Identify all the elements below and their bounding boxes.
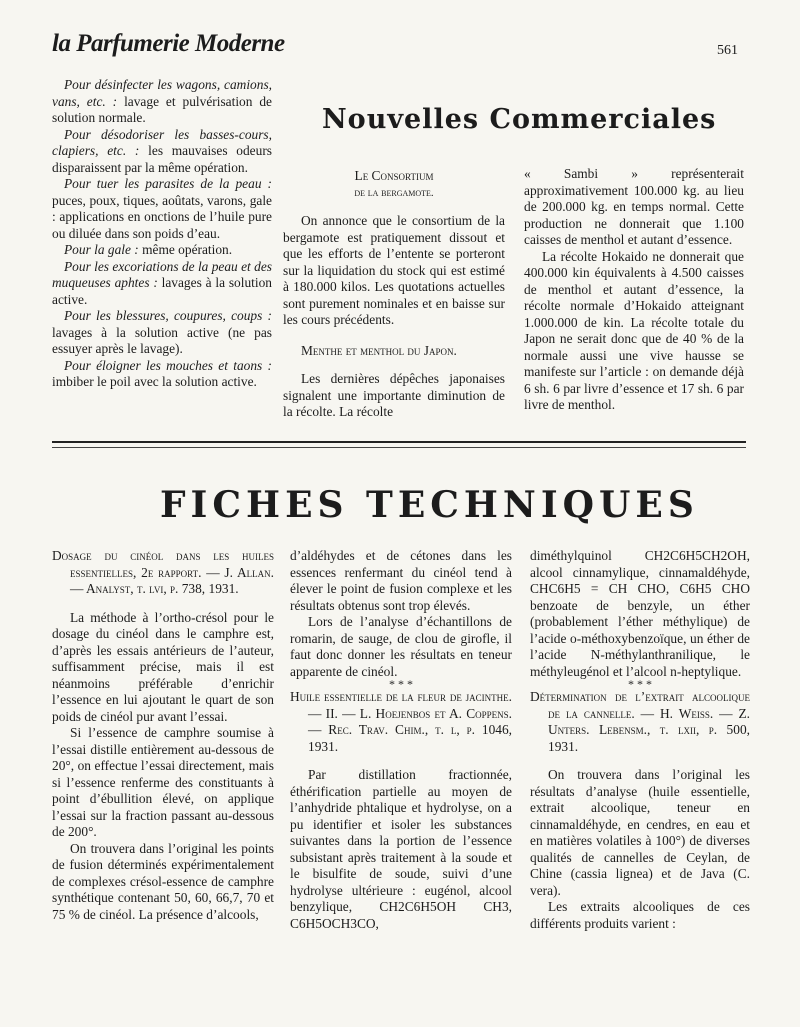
left-para-6: Pour les blessures, coupures, coups : lavages à la solution active (ne pas essuyer après le lavage). [52, 308, 272, 356]
nouvelles-col-1 [283, 168, 505, 421]
sambi-text: « Sambi » représenterait approximativement 100.000 kg. au lieu de 200.000 kg. en temps normal. Cette production ne donnerait que 1.100 caisses de menthol et autant d’essence. [524, 166, 744, 247]
cineol-para-3: On trouvera dans l’original les points de fusion déterminés expérimentalement de complexes crésol-essence de camphre synthétique contenant 50, 60, 66,7, 70 et 75 % de cinéol. La présence d’alcools, [52, 840, 274, 922]
cineol-continued-2: Lors de l’analyse d’échantillons de romarin, de sauge, de clou de girofle, il faut donc donner les résultats en teneur apparente de cinéol. [290, 614, 512, 679]
left-para-3: Pour tuer les parasites de la peau : puces, poux, tiques, aoûtats, varons, gale : applications en onctions de l’huile pure ou diluée dans son poids d’eau. [52, 176, 272, 241]
left-para-4: Pour la gale : même opération. [64, 242, 233, 257]
hokaido-text: La récolte Hokaido ne donnerait que 400.000 kin équivalents à 4.500 caisses de menthol et autant d’essence, la récolte normale d’Hokaido atteignant 1.000.000 de kin. La récolte totale du Japon ne serait donc que de 40 % de la normale aussi une vive hausse se manifeste sur l’article : on demande déjà 6 sh. 6 par livre d’essence et 17 sh. 6 par livre de menthol. [524, 248, 744, 412]
menthe-heading: Menthe et menthol du Japon. [301, 342, 457, 358]
left-para-5: Pour les excoriations de la peau et des muqueuses aphtes : lavages à la solution active. [52, 258, 272, 307]
section-divider-stars: * * * [628, 677, 652, 691]
consortium-text: On annonce que le consortium de la bergamote est pratiquement dissout et que les efforts de l’entente se porteront sur la liquidation du stock qui est estimé à 180.000 kilos. Les quotations actuelles sont purement nominales et en baisse sur les cours précédents. [283, 213, 505, 327]
fiches-title: FICHES TECHNIQUES [160, 484, 699, 526]
cineol-continued-1: d’aldéhydes et de cétones dans les essences renfermant du cinéol tend à élever le point de fusion complexe et les résultats obtenus sont trop élevés. [290, 548, 512, 613]
separator-rule-top [52, 441, 746, 443]
nouvelles-col-2 [524, 166, 744, 414]
fiches-col-1 [52, 548, 274, 923]
jacinthe-text: Par distillation fractionnée, éthérification partielle au moyen de l’anhydride phtalique et hydrolyse, on a pu identifier et isoler les substances suivantes dans la portion de l’essence subsistant après traitement à la soude et le bisulfite de soude, suivi d’une hydrolyse ultérieure : eugénol, alcool benzylique, CH2C6H5OH CH3, C6H5OCH3CO, [290, 767, 512, 931]
left-para-1: Pour désinfecter les wagons, camions, vans, etc. : lavage et pulvérisation de solution normale. [52, 77, 272, 125]
consortium-heading: Le Consortium [354, 168, 434, 183]
consortium-subheading: de la bergamote. [354, 186, 434, 199]
cineol-para-2: Si l’essence de camphre soumise à l’essai distille entièrement au-dessous de 20°, on effectue l’essai directement, mais si l’essence renferme des constituants à point d’ébullition élevé, on applique l’essai sur la fraction passant au-dessous de 200°. [52, 725, 274, 839]
masthead: la Parfumerie Moderne [52, 30, 285, 57]
cannelle-reference: Détermination de l’extrait alcoolique de la cannelle. — H. Weiss. — Z. Unters. Lebensm., t. lxii, p. 500, 1931. [530, 689, 750, 754]
left-para-2: Pour désodoriser les basses-cours, clapiers, etc. : les mauvaises odeurs disparaissent par la même opération. [52, 126, 272, 175]
left-block [52, 77, 272, 391]
section-divider-stars: * * * [389, 677, 413, 691]
cannelle-para-2: Les extraits alcooliques de ces différents produits varient : [530, 899, 750, 931]
separator-rule-bottom [52, 447, 746, 448]
cannelle-para-1: On trouvera dans l’original les résultats d’analyse (huile essentielle, extrait alcoolique, teneur en cinnamaldéhyde, en cendres, en eau et en matières volatiles à 100°) de diverses qualités de cannelles de Ceylan, de Chine (cassia lignea) et de Java (C. vera). [530, 767, 750, 898]
fiches-col-3 [530, 548, 750, 932]
jacinthe-reference: Huile essentielle de la fleur de jacinthe. — II. — L. Hoejenbos et A. Coppens. — Rec. Trav. Chim., t. l, p. 1046, 1931. [290, 689, 512, 754]
page-number: 561 [717, 43, 738, 58]
left-para-7: Pour éloigner les mouches et taons : imbiber le poil avec la solution active. [52, 357, 272, 389]
jacinthe-continued: diméthylquinol CH2C6H5CH2OH, alcool cinnamylique, cinnamaldéhyde, CHC6H5 = CH CHO, C6H5 CHO benzoate de benzyle, un éther (probablement l’éther méthylique) de l’acide o-méthoxybenzoïque, un éther de l’acide N-méthylanthranilique, le méthyleugénol et l’alcool n-heptylique. [530, 548, 750, 679]
menthe-text: Les dernières dépêches japonaises signalent une importante diminution de la récolte. La récolte [283, 371, 505, 419]
fiches-col-2 [290, 548, 512, 932]
nouvelles-title: Nouvelles Commerciales [322, 104, 717, 135]
cineol-reference: Dosage du cinéol dans les huiles essentielles, 2e rapport. — J. Allan. — Analyst, t. lvi, p. 738, 1931. [52, 548, 274, 596]
cineol-para-1: La méthode à l’ortho-crésol pour le dosage du cinéol dans le camphre est, d’après les essais antérieurs de l’auteur, suffisamment précise, mais il est néanmoins préférable d’enrichir l’essence en lui ajoutant le quart de son poids de cinéol pur avant l’essai. [52, 609, 274, 724]
